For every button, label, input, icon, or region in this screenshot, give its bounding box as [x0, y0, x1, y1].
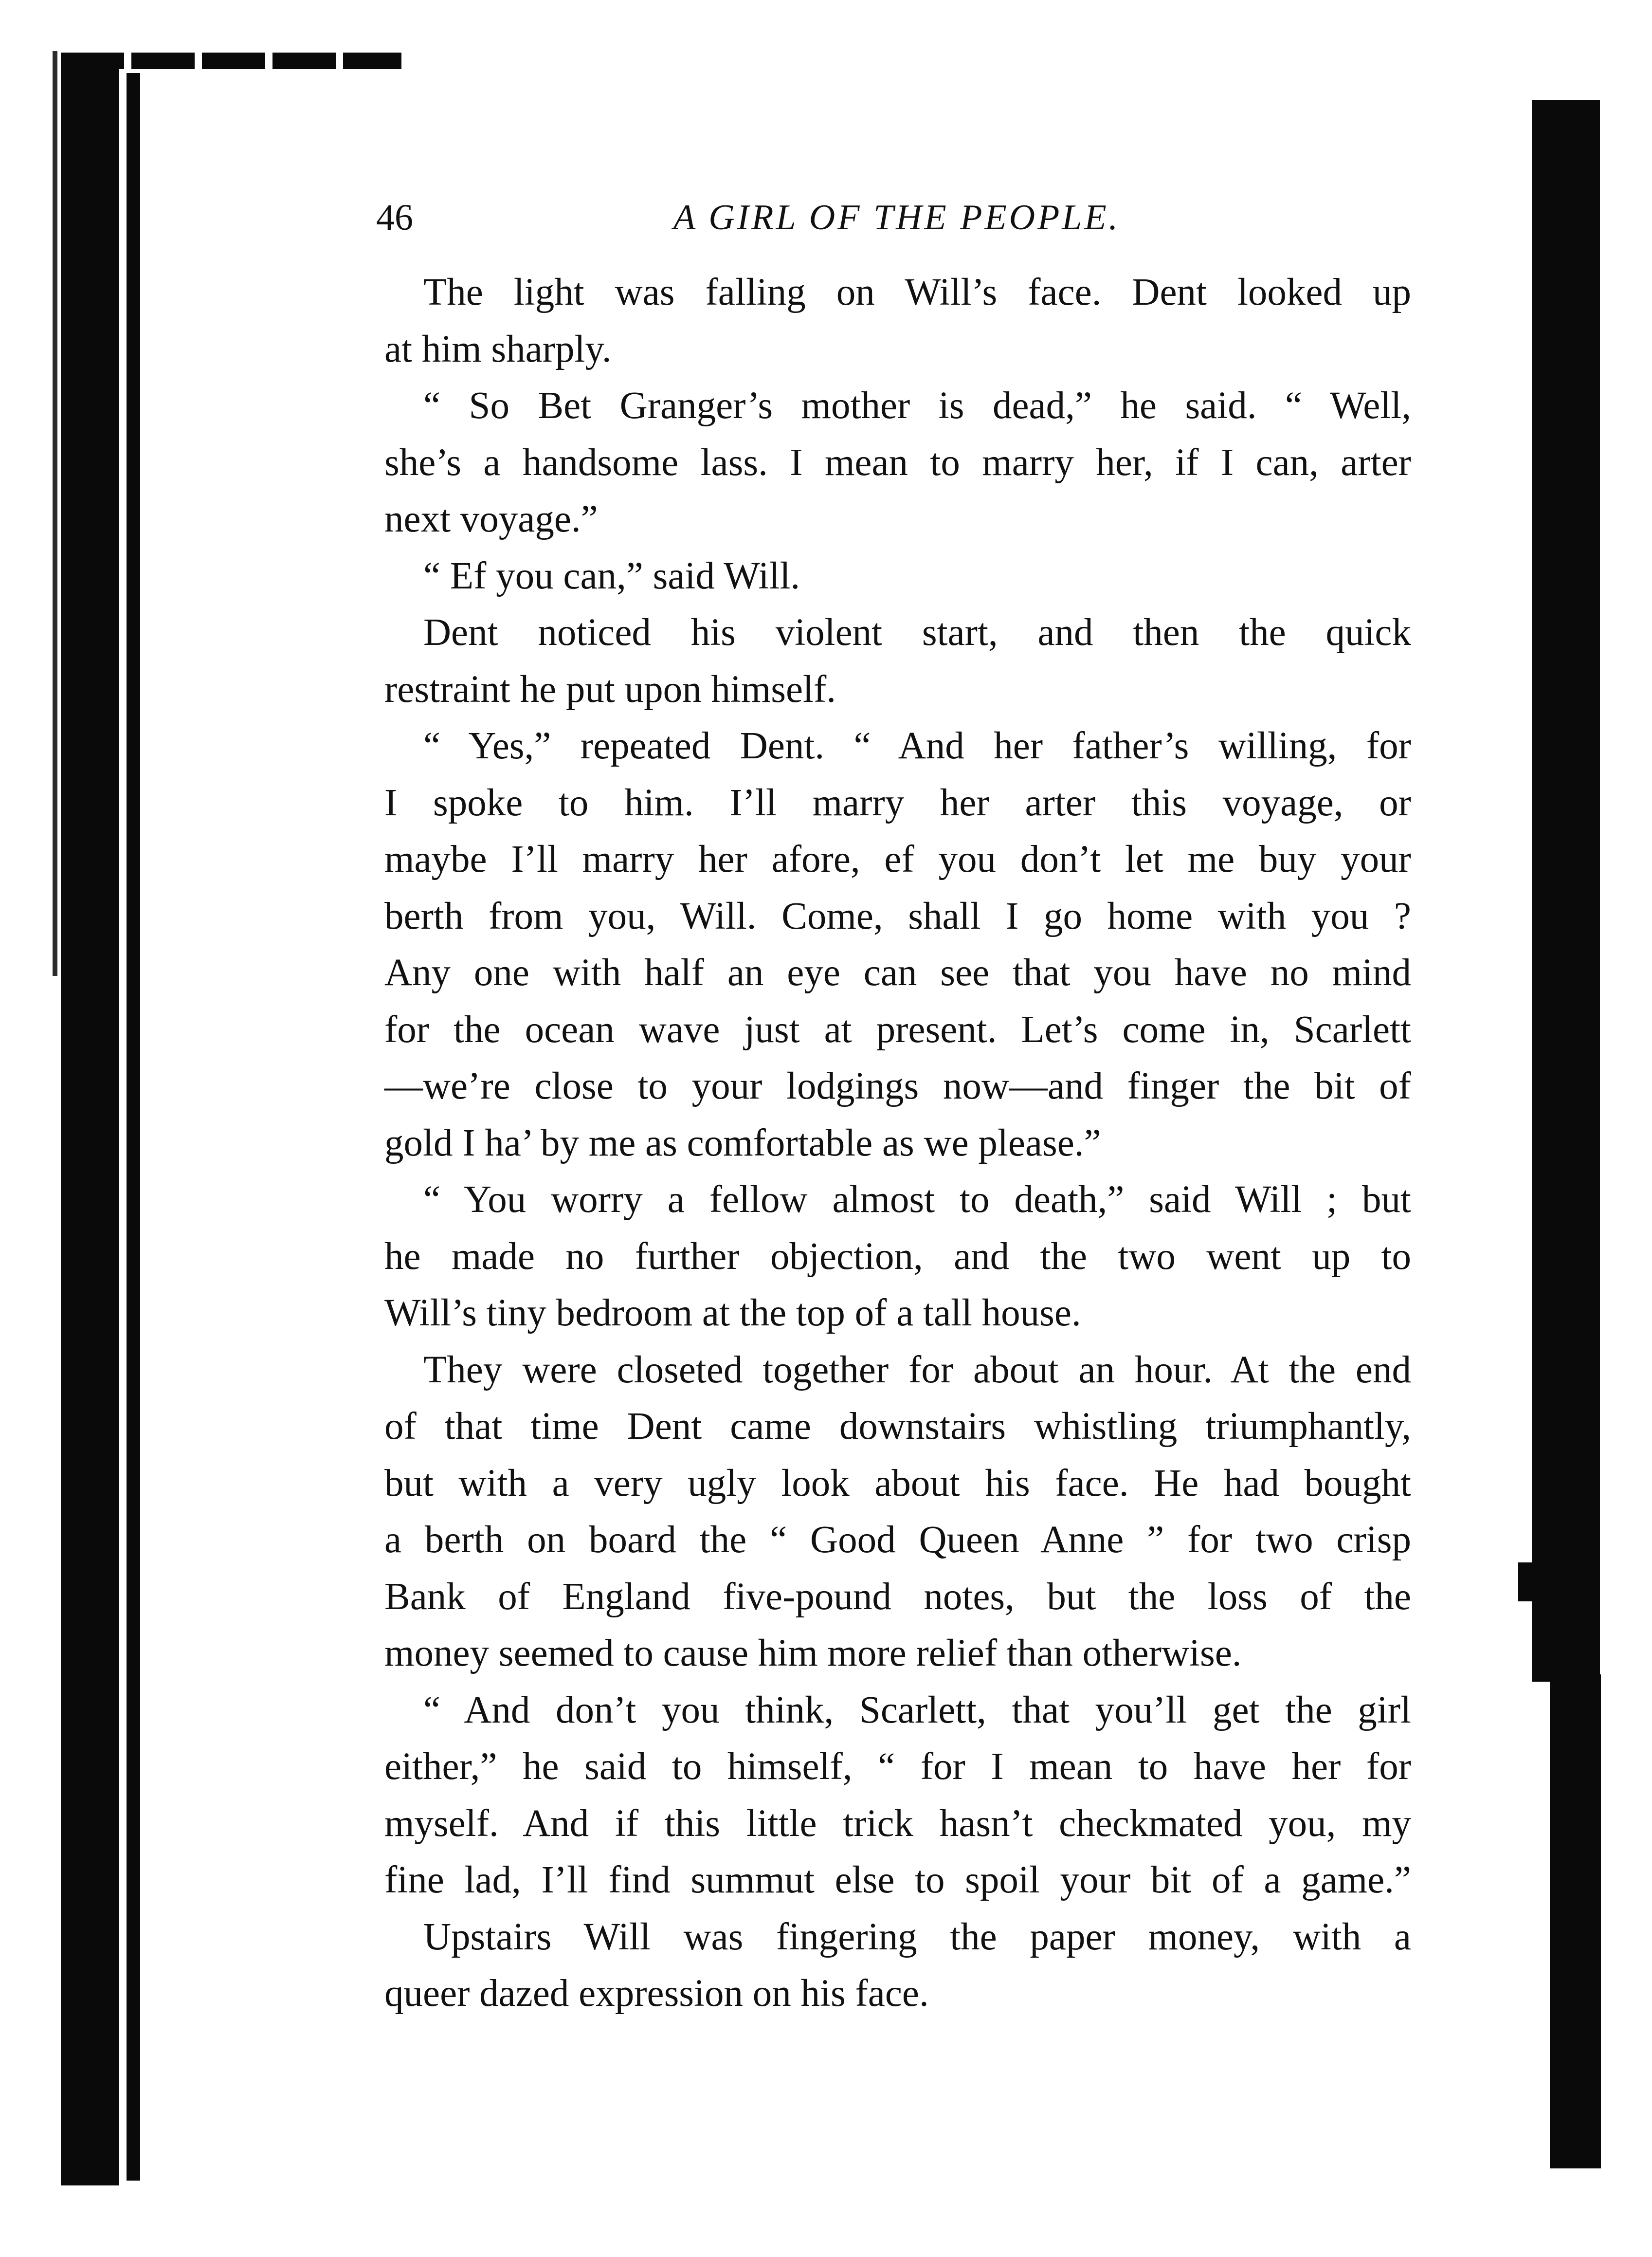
text-line: myself. And if this little trick hasn’t checkmated you, my — [384, 1802, 1411, 1845]
scan-right-edge-shadow-lower — [1550, 1674, 1601, 2168]
text-line: he made no further objection, and the two went up to — [384, 1235, 1411, 1278]
text-line: of that time Dent came downstairs whistling triumphantly, — [384, 1405, 1411, 1448]
text-line: They were closeted together for about an hour. At the end — [423, 1348, 1411, 1391]
scan-right-edge-notch — [1518, 1562, 1547, 1601]
running-title: A GIRL OF THE PEOPLE. — [673, 198, 1121, 238]
text-line: berth from you, Will. Come, shall I go home with you ? — [384, 895, 1411, 937]
body-text — [384, 264, 1411, 2022]
text-line: a berth on board the “ Good Queen Anne ” for two crisp — [384, 1519, 1411, 1561]
text-line: money seemed to cause him more relief than otherwise. — [384, 1632, 1242, 1674]
text-line: “ Yes,” repeated Dent. “ And her father’s willing, for — [423, 725, 1411, 767]
text-line: “ So Bet Granger’s mother is dead,” he said. “ Well, — [423, 385, 1411, 427]
text-line: fine lad, I’ll find summut else to spoil your bit of a game.” — [384, 1859, 1411, 1901]
text-line: at him sharply. — [384, 328, 612, 370]
text-line: for the ocean wave just at present. Let’s come in, Scarlett — [384, 1008, 1411, 1051]
text-line: “ And don’t you think, Scarlett, that you’ll get the girl — [423, 1688, 1411, 1731]
text-line: restraint he put upon himself. — [384, 668, 836, 711]
text-line: but with a very ugly look about his face. He had bought — [384, 1462, 1411, 1505]
text-line: Any one with half an eye can see that you have no mind — [384, 952, 1411, 994]
text-line: “ Ef you can,” said Will. — [423, 554, 800, 597]
scan-right-edge-shadow — [1532, 100, 1600, 1682]
text-line: Dent noticed his violent start, and then the quick — [423, 611, 1411, 654]
text-line: queer dazed expression on his face. — [384, 1972, 929, 2015]
text-line: maybe I’ll marry her afore, ef you don’t let me buy your — [384, 838, 1411, 881]
text-line: she’s a handsome lass. I mean to marry her, if I can, arter — [384, 441, 1411, 484]
scan-binding-shadow-thin — [53, 51, 57, 976]
text-line: Bank of England five-pound notes, but the loss of the — [384, 1575, 1411, 1618]
running-header — [376, 191, 1417, 244]
scan-binding-inner-edge — [127, 73, 140, 2181]
text-line: either,” he said to himself, “ for I mean to have her for — [384, 1745, 1411, 1788]
scan-binding-shadow — [61, 54, 119, 2185]
text-line: “ You worry a fellow almost to death,” said Will ; but — [423, 1178, 1411, 1221]
text-line: next voyage.” — [384, 498, 598, 540]
text-line: Upstairs Will was fingering the paper money, with a — [423, 1915, 1411, 1958]
text-line: I spoke to him. I’ll marry her arter this voyage, or — [384, 781, 1411, 824]
text-line: The light was falling on Will’s face. Dent looked up — [423, 271, 1411, 313]
page-number: 46 — [376, 197, 413, 238]
text-line: —we’re close to your lodgings now—and finger the bit of — [384, 1065, 1411, 1107]
text-line: gold I ha’ by me as comfortable as we please.” — [384, 1121, 1101, 1164]
text-line: Will’s tiny bedroom at the top of a tall house. — [384, 1292, 1081, 1334]
